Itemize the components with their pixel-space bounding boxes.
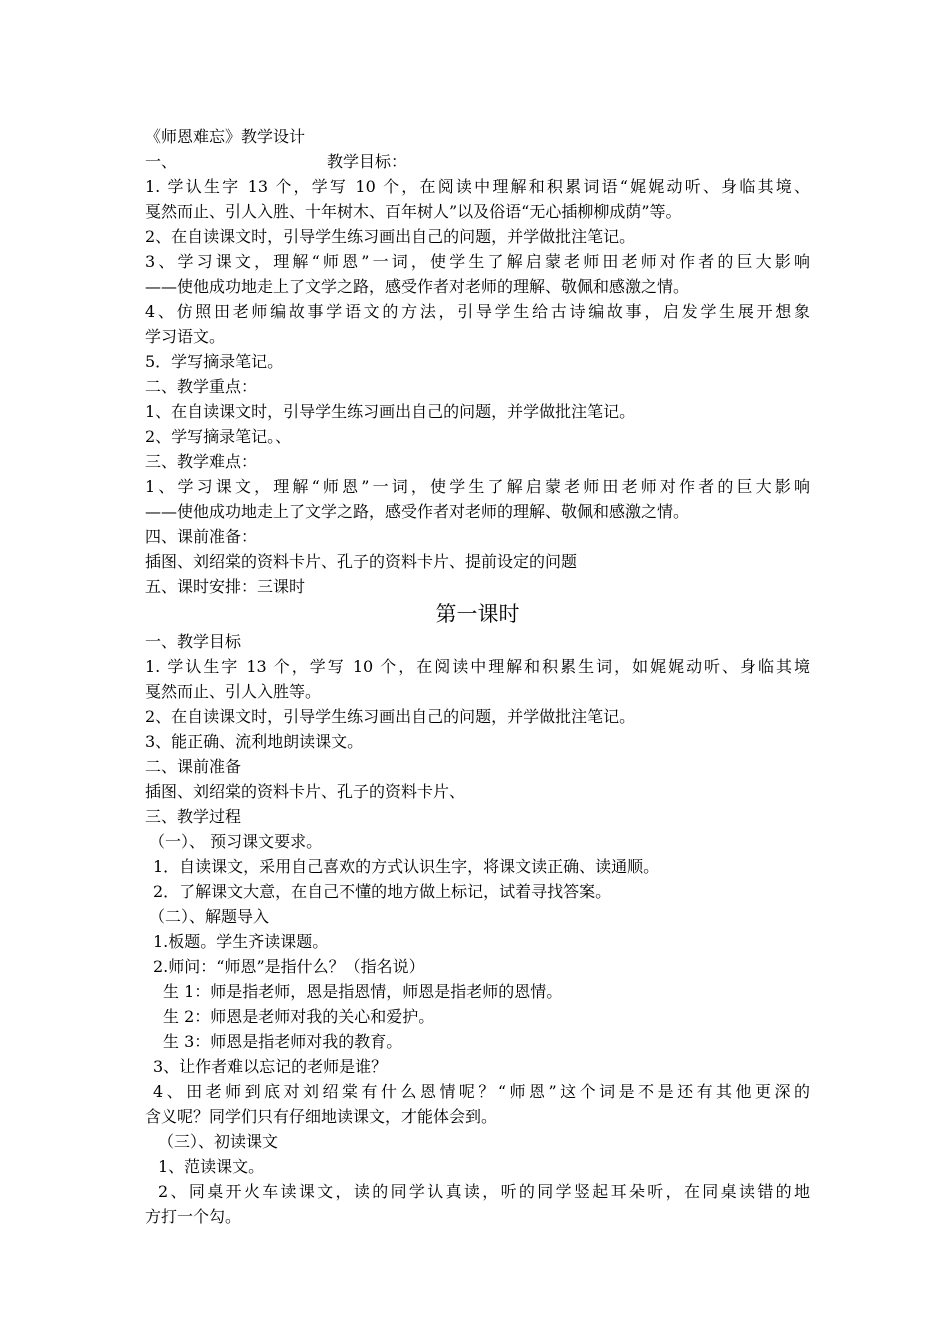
paragraph-line: 2、在自读课文时，引导学生练习画出自己的问题，并学做批注笔记。 xyxy=(145,707,636,726)
paragraph-line: 3、让作者难以忘记的老师是谁？ xyxy=(153,1057,388,1076)
paragraph-line: 学习语文。 xyxy=(145,327,226,346)
paragraph-line: （一）、 预习课文要求。 xyxy=(149,832,323,851)
paragraph-line: 插图、刘绍棠的资料卡片、孔子的资料卡片、提前设定的问题 xyxy=(145,552,578,571)
section-heading-objectives xyxy=(145,149,810,174)
paragraph-line: 含义呢？同学们只有仔细地读课文，才能体会到。 xyxy=(145,1107,498,1126)
section-heading: 三、教学难点： xyxy=(145,452,258,471)
paragraph-line: 3、能正确、流利地朗读课文。 xyxy=(145,732,364,751)
paragraph-line: （二）、解题导入 xyxy=(149,907,270,926)
section-heading: 二、教学重点： xyxy=(145,377,258,396)
document-body xyxy=(145,124,810,1229)
paragraph-line: 1. 学认生字 13 个，学写 10 个，在阅读中理解和积累词语“娓娓动听、身临其境、 xyxy=(145,177,810,196)
paragraph-line: 生 1：师是指老师，恩是指恩情，师恩是指老师的恩情。 xyxy=(163,982,563,1001)
section-heading: 三、教学过程 xyxy=(145,807,242,826)
paragraph-line: 戛然而止、引人入胜等。 xyxy=(145,682,322,701)
section-heading: 一、教学目标 xyxy=(145,632,242,651)
section-heading: 四、课前准备： xyxy=(145,527,258,546)
section-number: 一、 xyxy=(145,152,178,171)
paragraph-line: 1. 学认生字 13 个，学写 10 个，在阅读中理解和积累生词，如娓娓动听、身临其境 xyxy=(145,657,810,676)
paragraph-line: 2.师问：“师恩”是指什么？（指名说） xyxy=(153,957,425,976)
paragraph-line: 2、学写摘录笔记。、 xyxy=(145,427,292,446)
paragraph-line: 1、在自读课文时，引导学生练习画出自己的问题，并学做批注笔记。 xyxy=(145,402,636,421)
document-title: 《师恩难忘》教学设计 xyxy=(145,127,306,146)
paragraph-line: 2．了解课文大意，在自己不懂的地方做上标记，试着寻找答案。 xyxy=(153,882,612,901)
section-heading: 二、课前准备 xyxy=(145,757,242,776)
paragraph-line: 生 2：师恩是老师对我的关心和爱护。 xyxy=(163,1007,435,1026)
paragraph-line: 1、学习课文，理解“师恩”一词，使学生了解启蒙老师田老师对作者的巨大影响 xyxy=(145,477,810,496)
lesson-heading: 第一课时 xyxy=(435,602,520,626)
paragraph-line: 方打一个勾。 xyxy=(145,1207,242,1226)
paragraph-line: 1、范读课文。 xyxy=(158,1157,265,1176)
paragraph-line: 4、仿照田老师编故事学语文的方法，引导学生给古诗编故事，启发学生展开想象 xyxy=(145,302,810,321)
paragraph-line: ——使他成功地走上了文学之路，感受作者对老师的理解、敬佩和感激之情。 xyxy=(145,502,690,521)
paragraph-line: （三）、初读课文 xyxy=(158,1132,279,1151)
paragraph-line: 1.板题。学生齐读课题。 xyxy=(153,932,329,951)
paragraph-line: 4、田老师到底对刘绍棠有什么恩情呢？“师恩”这个词是不是还有其他更深的 xyxy=(153,1082,810,1101)
paragraph-line: 3、学习课文，理解“师恩”一词，使学生了解启蒙老师田老师对作者的巨大影响 xyxy=(145,252,810,271)
paragraph-line: 2、在自读课文时，引导学生练习画出自己的问题，并学做批注笔记。 xyxy=(145,227,636,246)
paragraph-line: 5．学写摘录笔记。 xyxy=(145,352,284,371)
paragraph-line: 2、同桌开火车读课文，读的同学认真读，听的同学竖起耳朵听，在同桌读错的地 xyxy=(158,1182,810,1201)
paragraph-line: ——使他成功地走上了文学之路，感受作者对老师的理解、敬佩和感激之情。 xyxy=(145,277,690,296)
paragraph-line: 生 3：师恩是指老师对我的教育。 xyxy=(163,1032,403,1051)
section-heading: 五、课时安排：三课时 xyxy=(145,577,306,596)
paragraph-line: 插图、刘绍棠的资料卡片、孔子的资料卡片、 xyxy=(145,782,466,801)
paragraph-line: 戛然而止、引人入胜、十年树木、百年树人”以及俗语“无心插柳柳成荫”等。 xyxy=(145,202,682,221)
section-title: 教学目标： xyxy=(327,152,408,171)
paragraph-line: 1．自读课文，采用自己喜欢的方式认识生字，将课文读正确、读通顺。 xyxy=(153,857,660,876)
